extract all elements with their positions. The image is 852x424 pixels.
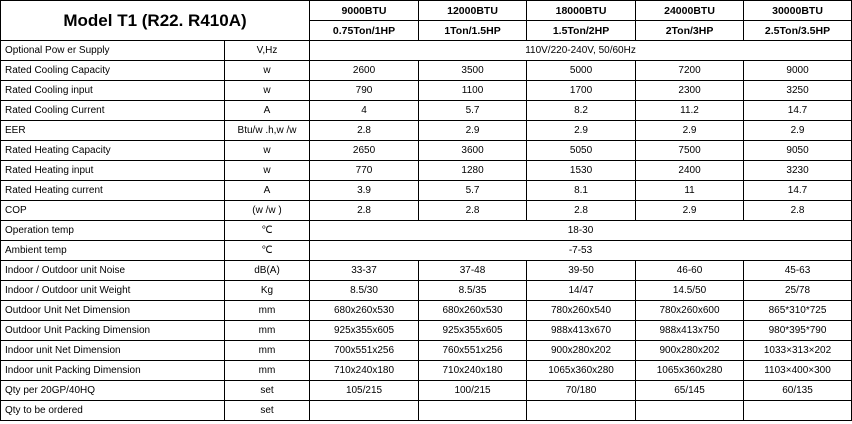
row-value: 105/215 (310, 381, 419, 401)
table-row (1, 221, 852, 241)
row-value: 900x280x202 (636, 341, 744, 361)
row-value-span: -7-53 (310, 241, 852, 261)
row-value: 46-60 (636, 261, 744, 281)
row-unit: w (225, 61, 310, 81)
row-label: Qty per 20GP/40HQ (1, 381, 225, 401)
table-row (1, 301, 852, 321)
row-value: 7500 (636, 141, 744, 161)
row-value: 5050 (527, 141, 636, 161)
btu-header: 24000BTU (636, 1, 744, 21)
row-label: Rated Cooling Current (1, 101, 225, 121)
btu-header: 9000BTU (310, 1, 419, 21)
row-value: 2.9 (636, 201, 744, 221)
row-value: 39-50 (527, 261, 636, 281)
row-value: 5.7 (419, 101, 527, 121)
table-row (1, 141, 852, 161)
row-value: 780x260x600 (636, 301, 744, 321)
row-value: 5000 (527, 61, 636, 81)
row-value: 8.5/35 (419, 281, 527, 301)
row-value: 100/215 (419, 381, 527, 401)
row-label: Rated Heating input (1, 161, 225, 181)
table-row (1, 361, 852, 381)
table-row (1, 241, 852, 261)
row-value: 1700 (527, 81, 636, 101)
table-row (1, 61, 852, 81)
btu-header: 12000BTU (419, 1, 527, 21)
row-value: 70/180 (527, 381, 636, 401)
row-value: 9050 (744, 141, 852, 161)
row-value: 1530 (527, 161, 636, 181)
row-unit: w (225, 141, 310, 161)
row-label: Rated Cooling input (1, 81, 225, 101)
row-unit: w (225, 161, 310, 181)
row-value: 2.8 (310, 201, 419, 221)
table-row (1, 181, 852, 201)
row-value: 988x413x670 (527, 321, 636, 341)
row-value (310, 401, 419, 421)
row-unit: dB(A) (225, 261, 310, 281)
row-value: 25/78 (744, 281, 852, 301)
table-row (1, 41, 852, 61)
row-label: Optional Pow er Supply (1, 41, 225, 61)
row-value: 8.2 (527, 101, 636, 121)
row-value: 2.8 (310, 121, 419, 141)
row-value: 790 (310, 81, 419, 101)
row-unit: w (225, 81, 310, 101)
row-label: Operation temp (1, 221, 225, 241)
row-value: 5.7 (419, 181, 527, 201)
row-value: 9000 (744, 61, 852, 81)
ton-header: 2Ton/3HP (636, 21, 744, 41)
row-label: Ambient temp (1, 241, 225, 261)
row-unit: mm (225, 361, 310, 381)
row-label: Outdoor Unit Net Dimension (1, 301, 225, 321)
row-value: 33-37 (310, 261, 419, 281)
row-value (636, 401, 744, 421)
row-unit: mm (225, 341, 310, 361)
row-label: Indoor / Outdoor unit Noise (1, 261, 225, 281)
row-value: 680x260x530 (310, 301, 419, 321)
row-label: Indoor unit Packing Dimension (1, 361, 225, 381)
row-value (744, 401, 852, 421)
row-value: 60/135 (744, 381, 852, 401)
row-value: 3.9 (310, 181, 419, 201)
row-value: 2.9 (744, 121, 852, 141)
row-value: 65/145 (636, 381, 744, 401)
row-value: 1100 (419, 81, 527, 101)
row-value: 14/47 (527, 281, 636, 301)
row-unit: A (225, 181, 310, 201)
row-value: 45-63 (744, 261, 852, 281)
row-value: 3600 (419, 141, 527, 161)
table-row (1, 381, 852, 401)
row-value: 8.5/30 (310, 281, 419, 301)
row-label: Qty to be ordered (1, 401, 225, 421)
table-row (1, 281, 852, 301)
row-value: 760x551x256 (419, 341, 527, 361)
row-unit: set (225, 381, 310, 401)
row-value: 988x413x750 (636, 321, 744, 341)
table-row (1, 341, 852, 361)
ton-header: 2.5Ton/3.5HP (744, 21, 852, 41)
table-row (1, 81, 852, 101)
row-value: 7200 (636, 61, 744, 81)
spec-table-body (1, 1, 852, 421)
row-value: 2400 (636, 161, 744, 181)
row-label: Rated Cooling Capacity (1, 61, 225, 81)
row-label: COP (1, 201, 225, 221)
row-value: 1065x360x280 (636, 361, 744, 381)
row-unit: Kg (225, 281, 310, 301)
table-row (1, 121, 852, 141)
row-value: 2.9 (636, 121, 744, 141)
row-value: 900x280x202 (527, 341, 636, 361)
row-value: 865*310*725 (744, 301, 852, 321)
row-label: EER (1, 121, 225, 141)
row-unit: (w /w ) (225, 201, 310, 221)
row-value: 14.7 (744, 101, 852, 121)
row-value: 2600 (310, 61, 419, 81)
btu-header: 18000BTU (527, 1, 636, 21)
row-value: 1033×313×202 (744, 341, 852, 361)
row-value (527, 401, 636, 421)
ton-header: 0.75Ton/1HP (310, 21, 419, 41)
row-unit: Btu/w .h,w /w (225, 121, 310, 141)
row-value: 11.2 (636, 101, 744, 121)
table-row (1, 261, 852, 281)
row-value: 1065x360x280 (527, 361, 636, 381)
row-value: 4 (310, 101, 419, 121)
row-value: 14.7 (744, 181, 852, 201)
row-value: 680x260x530 (419, 301, 527, 321)
table-title: Model T1 (R22. R410A) (1, 1, 310, 41)
row-value: 2650 (310, 141, 419, 161)
row-value: 2.8 (744, 201, 852, 221)
row-value: 980*395*790 (744, 321, 852, 341)
row-value-span: 110V/220-240V, 50/60Hz (310, 41, 852, 61)
row-label: Rated Heating Capacity (1, 141, 225, 161)
row-unit: V,Hz (225, 41, 310, 61)
ton-header: 1.5Ton/2HP (527, 21, 636, 41)
btu-header: 30000BTU (744, 1, 852, 21)
table-row (1, 401, 852, 421)
row-value: 8.1 (527, 181, 636, 201)
row-label: Outdoor Unit Packing Dimension (1, 321, 225, 341)
row-value: 780x260x540 (527, 301, 636, 321)
row-value: 37-48 (419, 261, 527, 281)
row-value: 770 (310, 161, 419, 181)
row-value: 1280 (419, 161, 527, 181)
row-value: 2.8 (419, 201, 527, 221)
row-value: 11 (636, 181, 744, 201)
row-value: 2.9 (419, 121, 527, 141)
row-value: 3230 (744, 161, 852, 181)
row-value (419, 401, 527, 421)
row-value: 3500 (419, 61, 527, 81)
row-label: Indoor unit Net Dimension (1, 341, 225, 361)
row-value: 2300 (636, 81, 744, 101)
row-value: 925x355x605 (310, 321, 419, 341)
row-label: Indoor / Outdoor unit Weight (1, 281, 225, 301)
row-label: Rated Heating current (1, 181, 225, 201)
row-value: 14.5/50 (636, 281, 744, 301)
table-row (1, 201, 852, 221)
row-value: 2.9 (527, 121, 636, 141)
ton-header: 1Ton/1.5HP (419, 21, 527, 41)
row-unit: A (225, 101, 310, 121)
row-value: 2.8 (527, 201, 636, 221)
table-row (1, 161, 852, 181)
header-row-btu (1, 1, 852, 21)
row-value-span: 18-30 (310, 221, 852, 241)
row-unit: ℃ (225, 241, 310, 261)
row-unit: mm (225, 321, 310, 341)
row-value: 710x240x180 (419, 361, 527, 381)
table-row (1, 321, 852, 341)
table-row (1, 101, 852, 121)
row-unit: ℃ (225, 221, 310, 241)
row-value: 3250 (744, 81, 852, 101)
row-value: 925x355x605 (419, 321, 527, 341)
row-unit: mm (225, 301, 310, 321)
row-value: 710x240x180 (310, 361, 419, 381)
row-unit: set (225, 401, 310, 421)
row-value: 700x551x256 (310, 341, 419, 361)
row-value: 1103×400×300 (744, 361, 852, 381)
